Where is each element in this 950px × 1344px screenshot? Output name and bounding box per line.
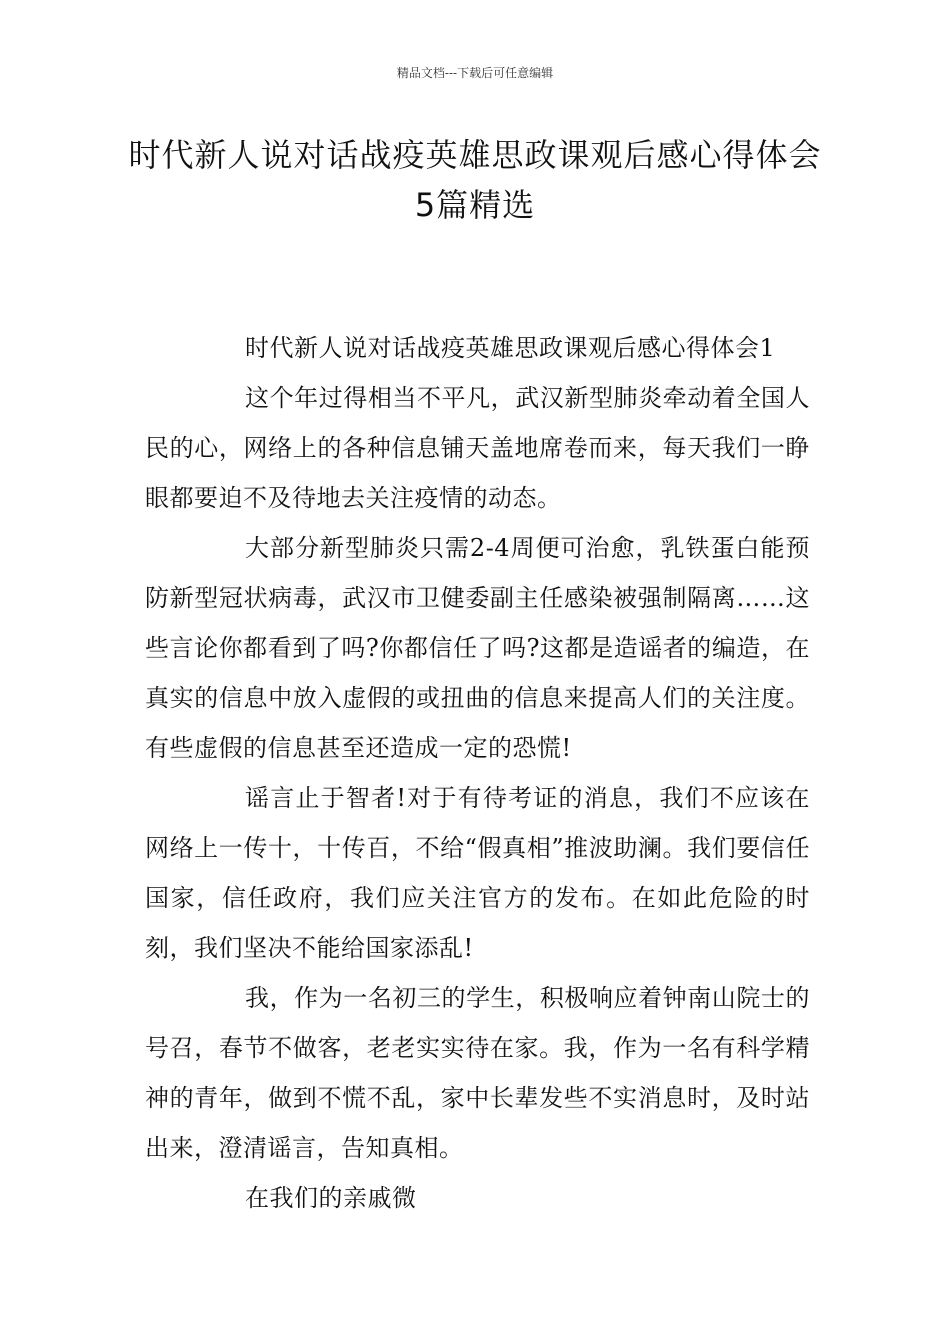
paragraph: 在我们的亲戚微 xyxy=(245,1184,417,1212)
document-title: 时代新人说对话战疫英雄思政课观后感心得体会5篇精选 xyxy=(128,136,822,224)
paragraph: 大部分新型肺炎只需2-4周便可治愈，乳铁蛋白能预防新型冠状病毒，武汉市卫健委副主任感染被强制隔离……这些言论你都看到了吗?你都信任了吗?这都是造谣者的编造，在真实的信息中放入虚假的或扭曲的信息来提高人们的关注度。有些虚假的信息甚至还造成一定的恐慌! xyxy=(145,534,810,762)
header-note: 精品文档---下载后可任意编辑 xyxy=(396,66,554,80)
document-body xyxy=(145,323,810,1223)
paragraph: 谣言止于智者!对于有待考证的消息，我们不应该在网络上一传十，十传百，不给“假真相”推波助澜。我们要信任国家，信任政府，我们应关注官方的发布。在如此危险的时刻，我们坚决不能给国家添乱! xyxy=(145,784,810,962)
paragraph: 这个年过得相当不平凡，武汉新型肺炎牵动着全国人民的心，网络上的各种信息铺天盖地席卷而来，每天我们一睁眼都要迫不及待地去关注疫情的动态。 xyxy=(145,384,810,512)
section-heading: 时代新人说对话战疫英雄思政课观后感心得体会1 xyxy=(245,334,776,362)
paragraph: 我，作为一名初三的学生，积极响应着钟南山院士的号召，春节不做客，老老实实待在家。我，作为一名有科学精神的青年，做到不慌不乱，家中长辈发些不实消息时，及时站出来，澄清谣言，告知真相。 xyxy=(145,984,810,1162)
